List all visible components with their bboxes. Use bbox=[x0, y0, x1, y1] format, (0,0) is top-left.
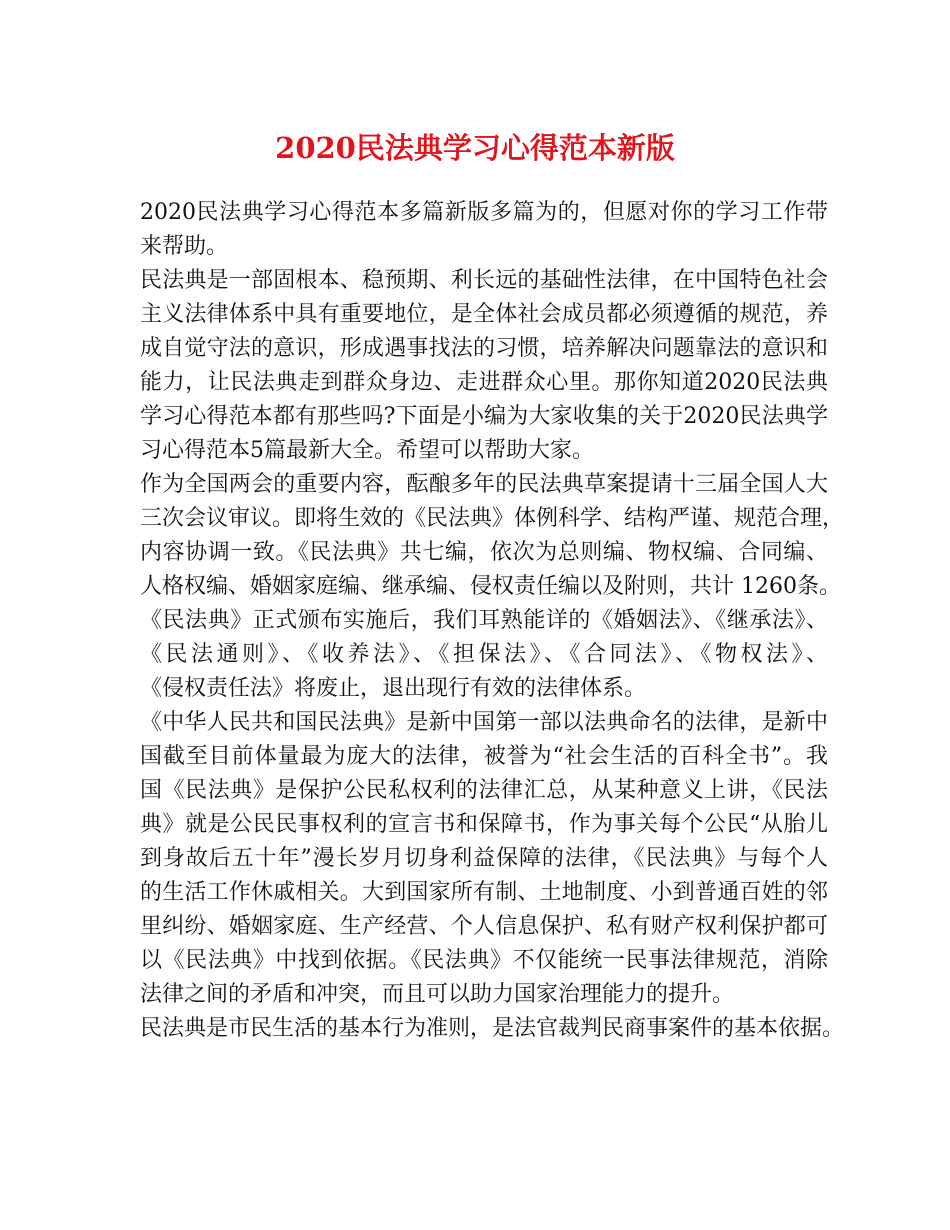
body-line: 习心得范本5篇最新大全。希望可以帮助大家。 bbox=[140, 438, 594, 463]
body-line: 学习心得范本都有那些吗?下面是小编为大家收集的关于2020民法典学 bbox=[140, 404, 828, 429]
body-line: 《民法典》正式颁布实施后，我们耳熟能详的《婚姻法》、《继承法》、 bbox=[140, 608, 828, 633]
body-line: 到身故后五十年”漫长岁月切身利益保障的法律，《民法典》与每个人 bbox=[140, 846, 828, 871]
body-line: 以《民法典》中找到依据。《民法典》不仅能统一民事法律规范，消除 bbox=[140, 948, 828, 973]
body-line: 三次会议审议。即将生效的《民法典》体例科学、结构严谨、规范合理， bbox=[140, 506, 845, 531]
body-line: 成自觉守法的意识，形成遇事找法的习惯，培养解决问题靠法的意识和 bbox=[140, 336, 828, 361]
body-line: 主义法律体系中具有重要地位，是全体社会成员都必须遵循的规范，养 bbox=[140, 302, 828, 327]
body-line: 作为全国两会的重要内容，酝酿多年的民法典草案提请十三届全国人大 bbox=[140, 472, 828, 497]
body-line: 国截至目前体量最为庞大的法律，被誉为“社会生活的百科全书”。我 bbox=[140, 744, 828, 769]
body-line: 民法典是一部固根本、稳预期、利长远的基础性法律，在中国特色社会 bbox=[140, 268, 828, 293]
body-line: 国《民法典》是保护公民私权利的法律汇总，从某种意义上讲，《民法 bbox=[140, 778, 828, 803]
body-line: 人格权编、婚姻家庭编、继承编、侵权责任编以及附则，共计 1260条。 bbox=[140, 574, 841, 599]
body-line: 里纠纷、婚姻家庭、生产经营、个人信息保护、私有财产权利保护都可 bbox=[140, 914, 828, 939]
body-line: 2020民法典学习心得范本多篇新版多篇为的，但愿对你的学习工作带 bbox=[140, 200, 828, 225]
body-line: 的生活工作休戚相关。大到国家所有制、土地制度、小到普通百姓的邻 bbox=[140, 880, 828, 905]
body-line: 民法典是市民生活的基本行为准则，是法官裁判民商事案件的基本依据。 bbox=[140, 1016, 845, 1041]
body-line: 来帮助。 bbox=[140, 234, 229, 259]
body-line: 典》就是公民民事权利的宣言书和保障书，作为事关每个公民“从胎儿 bbox=[140, 812, 828, 837]
body-line: 法律之间的矛盾和冲突，而且可以助力国家治理能力的提升。 bbox=[140, 982, 735, 1007]
body-line: 《侵权责任法》将废止，退出现行有效的法律体系。 bbox=[140, 676, 647, 701]
document-body bbox=[140, 196, 845, 1046]
body-line: 内容协调一致。《民法典》共七编，依次为总则编、物权编、合同编、 bbox=[140, 540, 828, 565]
body-line: 能力，让民法典走到群众身边、走进群众心里。那你知道2020民法典 bbox=[140, 370, 828, 395]
document-title: 2020民法典学习心得范本新版 bbox=[275, 131, 675, 165]
body-line: 《民法通则》、《收养法》、《担保法》、《合同法》、《物权法》、 bbox=[140, 642, 828, 667]
body-line: 《中华人民共和国民法典》是新中国第一部以法典命名的法律，是新中 bbox=[140, 710, 828, 735]
